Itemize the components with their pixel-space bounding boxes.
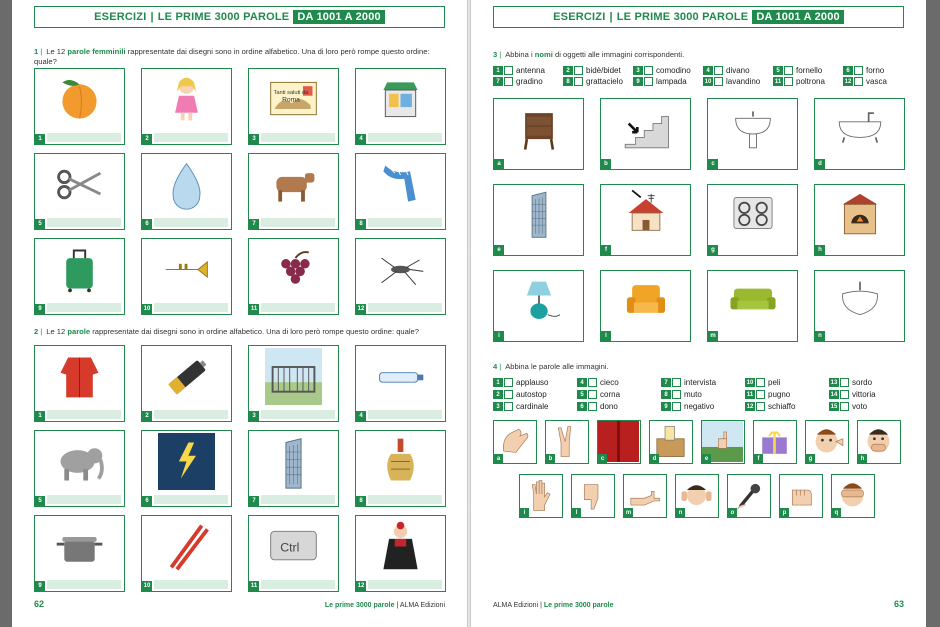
stairs-icon — [601, 99, 690, 155]
word-item — [493, 390, 547, 399]
exercise-4-item — [519, 474, 563, 518]
word-item — [493, 77, 543, 86]
word-label: gradino — [516, 77, 543, 86]
word-label: forno — [866, 66, 885, 75]
item-number: 4 — [356, 134, 366, 144]
answer-field[interactable] — [47, 495, 121, 504]
exercise-1-item — [34, 153, 125, 230]
item-number: 12 — [357, 306, 365, 312]
word-label: schiaffo — [768, 402, 796, 411]
exercise-2-item — [34, 515, 125, 592]
footer-left: Le prime 3000 parole | ALMA Edizioni — [324, 602, 445, 609]
word-label: sordo — [852, 378, 873, 387]
exercise-3-item — [707, 98, 798, 170]
item-number: g — [708, 245, 718, 255]
exercise-3-item — [814, 98, 905, 170]
item-number: 1 — [35, 411, 45, 421]
answer-field[interactable] — [154, 495, 228, 504]
answer-checkbox[interactable] — [672, 378, 681, 387]
word-number: 12 — [844, 78, 852, 85]
word-label: corna — [600, 390, 621, 399]
item-number: 10 — [143, 583, 151, 589]
item-number: 4 — [356, 411, 366, 421]
word-number: 15 — [830, 403, 838, 410]
pot-icon — [35, 516, 124, 577]
item-number: 2 — [142, 134, 152, 144]
page-number-left: 62 — [34, 599, 45, 609]
word-label: muto — [684, 390, 702, 399]
word-label: applauso — [516, 378, 549, 387]
word-label: dono — [600, 402, 618, 411]
exercise-2-item — [355, 345, 446, 422]
exercise-1-item — [141, 153, 232, 230]
word-number: 3 — [493, 402, 503, 411]
answer-field[interactable] — [47, 133, 121, 142]
word-label: cieco — [600, 378, 619, 387]
answer-field[interactable] — [154, 410, 228, 419]
page-number-right: 63 — [893, 599, 904, 609]
item-number: 11 — [250, 583, 258, 589]
svg-text:Tanti saluti da: Tanti saluti da — [273, 89, 309, 96]
word-label: autostop — [516, 390, 547, 399]
word-label: grattacielo — [586, 77, 623, 86]
item-letter: g — [806, 454, 815, 463]
bathtub-icon — [815, 99, 904, 155]
exercise-3-item — [493, 184, 584, 256]
word-number: 10 — [704, 78, 712, 85]
word-number: 12 — [746, 403, 754, 410]
item-number: 2 — [142, 411, 152, 421]
answer-field[interactable] — [261, 495, 335, 504]
exercise-4-item — [623, 474, 667, 518]
answer-field[interactable] — [261, 410, 335, 419]
sofa-icon — [708, 271, 797, 327]
answer-field[interactable] — [368, 133, 442, 142]
word-item — [661, 378, 716, 387]
word-item — [661, 390, 702, 399]
item-letter: o — [728, 508, 737, 517]
exercise-1-item — [248, 68, 339, 145]
item-letter: c — [598, 454, 607, 463]
nightstand-icon — [494, 99, 583, 155]
answer-field[interactable] — [368, 218, 442, 227]
item-number: l — [601, 331, 611, 341]
word-number: 7 — [661, 378, 671, 387]
grapes-icon — [249, 239, 338, 300]
exercise-4-word-list — [493, 378, 913, 414]
word-label: cardinale — [516, 402, 549, 411]
exercise-2-grid — [34, 345, 446, 592]
exercise-4-item — [493, 420, 537, 464]
battery-icon — [142, 346, 231, 407]
exercise-2-item — [355, 430, 446, 507]
item-number: 7 — [249, 496, 259, 506]
word-number: 11 — [774, 78, 782, 85]
mosquito-icon — [356, 239, 445, 300]
answer-checkbox[interactable] — [644, 77, 653, 86]
armchair-icon — [601, 271, 690, 327]
word-item — [633, 77, 687, 86]
item-letter: b — [546, 454, 555, 463]
answer-field[interactable] — [47, 303, 121, 312]
answer-field[interactable] — [154, 580, 228, 589]
word-item — [829, 390, 876, 399]
item-letter: q — [832, 508, 841, 517]
item-number: 6 — [142, 496, 152, 506]
exercise-3-instruction: 3 | Abbina i nomi di oggetti alle immagini corrispondenti. — [493, 50, 685, 59]
answer-checkbox[interactable] — [672, 390, 681, 399]
word-number: 14 — [830, 391, 838, 398]
answer-field[interactable] — [154, 303, 228, 312]
answer-checkbox[interactable] — [714, 77, 723, 86]
word-label: bidè/bidet — [586, 66, 621, 75]
exercise-4-item — [571, 474, 615, 518]
word-number: 9 — [661, 402, 671, 411]
item-number: 8 — [356, 219, 366, 229]
header-prefix: ESERCIZI — [94, 11, 147, 23]
word-number: 3 — [633, 66, 643, 75]
item-number: e — [494, 245, 504, 255]
answer-checkbox[interactable] — [588, 378, 597, 387]
exercise-1-item — [248, 153, 339, 230]
scissors-icon — [35, 154, 124, 215]
item-number: d — [815, 159, 825, 169]
word-label: antenna — [516, 66, 545, 75]
item-number: 5 — [35, 496, 45, 506]
item-number: 9 — [35, 581, 45, 591]
exercise-1-item — [34, 238, 125, 315]
word-label: voto — [852, 402, 868, 411]
word-number: 2 — [563, 66, 573, 75]
answer-field[interactable] — [261, 133, 335, 142]
exercise-2-item — [355, 515, 446, 592]
exercise-1-item — [141, 68, 232, 145]
item-number: 8 — [356, 496, 366, 506]
word-item — [843, 77, 887, 86]
answer-field[interactable] — [261, 218, 335, 227]
item-number: b — [601, 159, 611, 169]
answer-checkbox[interactable] — [588, 390, 597, 399]
exercise-4-item — [649, 420, 693, 464]
word-number: 11 — [746, 391, 754, 398]
word-item — [829, 378, 872, 387]
skyscraper-icon — [494, 185, 583, 241]
word-number: 7 — [493, 77, 503, 86]
item-letter: l — [572, 508, 581, 517]
right-header: ESERCIZI | LE PRIME 3000 PAROLE DA 1001 A 2000 — [493, 6, 904, 28]
ctrl-key-icon — [249, 516, 338, 577]
word-label: poltrona — [796, 77, 825, 86]
header-range: DA 1001 A 2000 — [293, 10, 385, 24]
word-item — [703, 77, 760, 86]
left-header: ESERCIZI | LE PRIME 3000 PAROLE DA 1001 A 2000 — [34, 6, 445, 28]
word-label: vittoria — [852, 390, 876, 399]
scarf-icon — [356, 154, 445, 215]
answer-checkbox[interactable] — [784, 66, 793, 75]
word-label: divano — [726, 66, 750, 75]
exercise-2-item — [34, 430, 125, 507]
item-number: c — [708, 159, 718, 169]
word-item — [577, 402, 618, 411]
exercise-3-word-list — [493, 66, 913, 90]
exercise-1-item — [355, 153, 446, 230]
answer-field[interactable] — [368, 410, 442, 419]
item-number: 11 — [250, 306, 258, 312]
answer-checkbox[interactable] — [504, 402, 513, 411]
item-letter: n — [676, 508, 685, 517]
elephant-icon — [35, 431, 124, 492]
exercise-2-item — [141, 430, 232, 507]
bathrobe-icon — [35, 346, 124, 407]
skyscraper-icon — [249, 431, 338, 492]
kiosk-icon — [356, 69, 445, 130]
answer-checkbox[interactable] — [574, 66, 583, 75]
answer-checkbox[interactable] — [756, 402, 765, 411]
skis-icon — [142, 516, 231, 577]
item-number: f — [601, 245, 611, 255]
answer-field[interactable] — [47, 410, 121, 419]
word-label: intervista — [684, 378, 717, 387]
exercise-3-item — [600, 98, 691, 170]
answer-checkbox[interactable] — [840, 402, 849, 411]
word-number: 6 — [843, 66, 853, 75]
answer-checkbox[interactable] — [672, 402, 681, 411]
word-number: 1 — [493, 378, 503, 387]
exercise-4-item — [701, 420, 745, 464]
exercise-3-grid — [493, 98, 905, 342]
peach-icon — [35, 69, 124, 130]
exercise-3-item — [707, 184, 798, 256]
answer-checkbox[interactable] — [504, 66, 513, 75]
exercise-3-item — [493, 98, 584, 170]
word-label: lavandino — [726, 77, 761, 86]
bidet-icon — [815, 271, 904, 327]
answer-field[interactable] — [368, 303, 442, 312]
item-number: 3 — [249, 411, 259, 421]
word-item — [563, 66, 621, 75]
trumpet-icon — [142, 239, 231, 300]
exercise-3-item — [600, 270, 691, 342]
answer-field[interactable] — [47, 580, 121, 589]
answer-checkbox[interactable] — [840, 378, 849, 387]
exercise-2-item — [248, 430, 339, 507]
answer-checkbox[interactable] — [574, 77, 583, 86]
suitcase-icon — [35, 239, 124, 300]
item-letter: m — [625, 509, 632, 516]
exercise-1-item — [248, 238, 339, 315]
item-letter: d — [650, 454, 659, 463]
word-item — [493, 66, 545, 75]
exercise-3-item — [814, 270, 905, 342]
word-item — [661, 402, 714, 411]
word-number: 10 — [746, 379, 754, 386]
header-title: LE PRIME 3000 PAROLE — [157, 11, 290, 23]
exercise-4-item — [805, 420, 849, 464]
item-number: 12 — [357, 583, 365, 589]
exercise-2-item — [34, 345, 125, 422]
exercise-4-item — [597, 420, 641, 464]
item-letter: i — [520, 508, 529, 517]
answer-field[interactable] — [47, 218, 121, 227]
doll-icon — [142, 69, 231, 130]
item-number: 7 — [249, 219, 259, 229]
svg-text:Roma: Roma — [282, 96, 300, 104]
word-item — [493, 402, 548, 411]
svg-text:Ctrl: Ctrl — [280, 540, 300, 555]
item-number: 5 — [35, 219, 45, 229]
item-number: 10 — [143, 306, 151, 312]
item-letter: f — [754, 454, 763, 463]
stove-icon — [708, 185, 797, 241]
exercise-4-instruction: 4 | Abbina le parole alle immagini. — [493, 362, 609, 371]
item-letter: a — [494, 454, 503, 463]
exercise-3-item — [814, 184, 905, 256]
answer-checkbox[interactable] — [784, 77, 793, 86]
exercise-4-item — [545, 420, 589, 464]
item-number: 1 — [35, 134, 45, 144]
answer-checkbox[interactable] — [756, 378, 765, 387]
word-number: 8 — [563, 77, 573, 86]
answer-checkbox[interactable] — [756, 390, 765, 399]
answer-checkbox[interactable] — [714, 66, 723, 75]
item-number: 3 — [249, 134, 259, 144]
answer-field[interactable] — [368, 495, 442, 504]
word-number: 8 — [661, 390, 671, 399]
word-item — [745, 390, 790, 399]
exercise-2-item — [141, 345, 232, 422]
word-label: lampada — [656, 77, 687, 86]
exercise-4-item — [675, 474, 719, 518]
house-antenna-icon — [601, 185, 690, 241]
exercise-4-item — [727, 474, 771, 518]
exercise-4-item — [831, 474, 875, 518]
exercise-3-item — [493, 270, 584, 342]
answer-checkbox[interactable] — [644, 66, 653, 75]
word-item — [577, 390, 620, 399]
exercise-2-item — [248, 515, 339, 592]
item-number: h — [815, 245, 825, 255]
left-page — [12, 0, 467, 627]
word-item — [745, 378, 780, 387]
word-item — [577, 378, 619, 387]
word-label: negativo — [684, 402, 715, 411]
word-number: 2 — [493, 390, 503, 399]
exercise-1-item — [141, 238, 232, 315]
cardinal-icon — [356, 516, 445, 577]
word-label: peli — [768, 378, 781, 387]
exercise-1-instruction: 1 | Le 12 parole femminili rappresentate dai disegni sono in ordine alfabetico. Una di loro però rompe questo ordine: quale? — [34, 47, 430, 66]
exercise-1-item — [355, 68, 446, 145]
word-number: 6 — [577, 402, 587, 411]
answer-field[interactable] — [154, 218, 228, 227]
word-item — [703, 66, 750, 75]
exercise-4-item — [857, 420, 901, 464]
exercise-4-item — [779, 474, 823, 518]
answer-field[interactable] — [261, 303, 335, 312]
exercise-2-item — [141, 515, 232, 592]
exercise-1-item — [355, 238, 446, 315]
word-number: 4 — [703, 66, 713, 75]
right-page — [471, 0, 926, 627]
answer-checkbox[interactable] — [504, 378, 513, 387]
answer-checkbox[interactable] — [504, 390, 513, 399]
cow-icon — [249, 154, 338, 215]
item-number: 6 — [142, 219, 152, 229]
word-number: 13 — [830, 379, 838, 386]
word-item — [493, 378, 548, 387]
answer-checkbox[interactable] — [854, 77, 863, 86]
toothpaste-icon — [356, 346, 445, 407]
word-item — [829, 402, 867, 411]
answer-field[interactable] — [261, 580, 335, 589]
exercise-2-item — [248, 345, 339, 422]
gate-icon — [249, 346, 338, 407]
word-number: 9 — [633, 77, 643, 86]
item-number: a — [494, 159, 504, 169]
postcard-icon — [249, 69, 338, 130]
word-number: 4 — [577, 378, 587, 387]
answer-checkbox[interactable] — [588, 402, 597, 411]
word-item — [563, 77, 623, 86]
word-label: pugno — [768, 390, 791, 399]
item-number: 9 — [35, 304, 45, 314]
word-item — [773, 66, 822, 75]
sink-icon — [708, 99, 797, 155]
item-letter: p — [780, 508, 789, 517]
word-item — [745, 402, 795, 411]
word-label: vasca — [866, 77, 887, 86]
word-number: 5 — [577, 390, 587, 399]
wine-flask-icon — [356, 431, 445, 492]
answer-checkbox[interactable] — [840, 390, 849, 399]
oven-icon — [815, 185, 904, 241]
item-letter: h — [858, 454, 867, 463]
drop-icon — [142, 154, 231, 215]
footer-right: ALMA Edizioni | Le prime 3000 parole — [493, 602, 614, 609]
word-item — [843, 66, 884, 75]
word-number: 1 — [493, 66, 503, 75]
answer-field[interactable] — [368, 580, 442, 589]
lamp-icon — [494, 271, 583, 327]
word-number: 5 — [773, 66, 783, 75]
answer-field[interactable] — [154, 133, 228, 142]
answer-checkbox[interactable] — [854, 66, 863, 75]
exercise-3-item — [707, 270, 798, 342]
answer-checkbox[interactable] — [504, 77, 513, 86]
exercise-1-grid — [34, 68, 446, 315]
exercise-4-item — [753, 420, 797, 464]
item-number: m — [708, 331, 718, 341]
word-label: fornello — [796, 66, 823, 75]
exercise-1-item — [34, 68, 125, 145]
word-item — [633, 66, 691, 75]
lightning-icon — [142, 431, 231, 492]
item-number: n — [815, 331, 825, 341]
word-label: comodino — [656, 66, 691, 75]
item-number: i — [494, 331, 504, 341]
exercise-2-instruction: 2 | Le 12 parole rappresentate dai disegni sono in ordine alfabetico. Una di loro però rompe questo ordine: quale? — [34, 327, 419, 336]
item-letter: e — [702, 454, 711, 463]
exercise-3-item — [600, 184, 691, 256]
word-item — [773, 77, 825, 86]
